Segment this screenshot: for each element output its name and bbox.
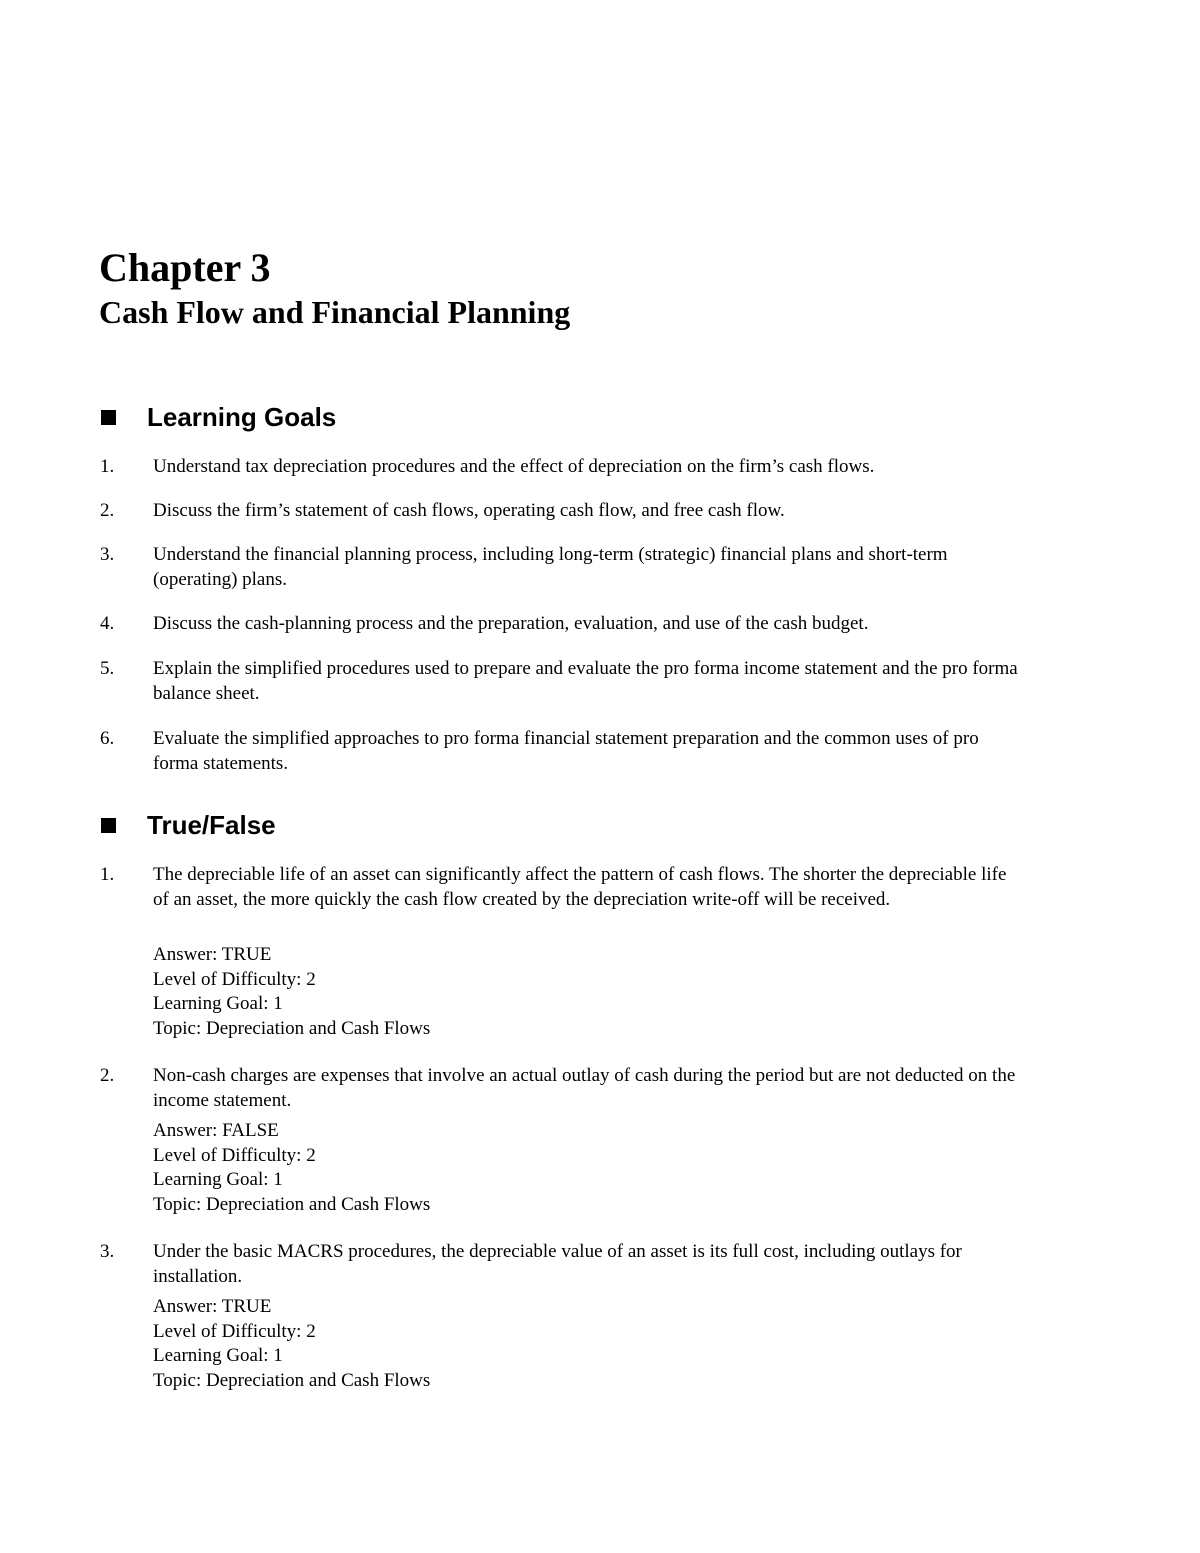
answer: Answer: FALSE [153, 1120, 279, 1141]
answer: Answer: TRUE [153, 944, 272, 965]
learning-goal-text: Discuss the firm’s statement of cash flows, operating cash flow, and free cash flow. [153, 500, 785, 521]
square-bullet-icon [101, 410, 116, 425]
question-text: Non-cash charges are expenses that involve an actual outlay of cash during the period but are not deducted on the income statement. [153, 1065, 1016, 1111]
question-answer-block [153, 1295, 753, 1394]
learning-goal-ref: Learning Goal: 1 [153, 993, 283, 1015]
topic: Topic: Depreciation and Cash Flows [153, 1370, 431, 1392]
difficulty: Level of Difficulty: 2 [153, 968, 316, 990]
learning-goal-text: Evaluate the simplified approaches to pro forma financial statement preparation and the common uses of pro forma statements. [153, 728, 979, 774]
true-false-heading [101, 809, 276, 841]
difficulty: Level of Difficulty: 2 [153, 1320, 316, 1342]
learning-goal-number: 4. [100, 613, 115, 634]
topic: Topic: Depreciation and Cash Flows [153, 1194, 431, 1216]
learning-goal-number: 3. [100, 544, 115, 565]
square-bullet-icon [101, 818, 116, 833]
learning-goal-text: Explain the simplified procedures used to prepare and evaluate the pro forma income statement and the pro forma balance sheet. [153, 658, 1018, 704]
question-answer-block [153, 943, 753, 1042]
learning-goal-ref: Learning Goal: 1 [153, 1169, 283, 1191]
learning-goal-text: Discuss the cash-planning process and the preparation, evaluation, and use of the cash budget. [153, 613, 869, 634]
question-text: The depreciable life of an asset can significantly affect the pattern of cash flows. The shorter the depreciable life of an asset, the more quickly the cash flow created by the depreciation write-off will be received. [153, 864, 1007, 910]
learning-goal-text: Understand tax depreciation procedures and the effect of depreciation on the firm’s cash flows. [153, 456, 875, 477]
learning-goal-text: Understand the financial planning process, including long-term (strategic) financial plans and short-term (operating) plans. [153, 544, 948, 590]
question-number: 1. [100, 864, 115, 885]
difficulty: Level of Difficulty: 2 [153, 1144, 316, 1166]
question-answer-block [153, 1119, 753, 1218]
chapter-subtitle: Cash Flow and Financial Planning [99, 294, 571, 330]
learning-goal-number: 6. [100, 728, 115, 749]
learning-goal-number: 2. [100, 500, 115, 521]
question-number: 3. [100, 1241, 115, 1262]
learning-goal-number: 1. [100, 456, 115, 477]
topic: Topic: Depreciation and Cash Flows [153, 1018, 431, 1040]
learning-goal-number: 5. [100, 658, 115, 679]
chapter-title: Chapter 3 [99, 245, 271, 290]
question-text: Under the basic MACRS procedures, the depreciable value of an asset is its full cost, including outlays for installation. [153, 1241, 962, 1287]
learning-goals-heading-text: Learning Goals [147, 402, 337, 432]
learning-goal-ref: Learning Goal: 1 [153, 1345, 283, 1367]
true-false-heading-text: True/False [147, 810, 276, 840]
question-number: 2. [100, 1065, 115, 1086]
learning-goals-heading [101, 401, 336, 433]
answer: Answer: TRUE [153, 1296, 272, 1317]
